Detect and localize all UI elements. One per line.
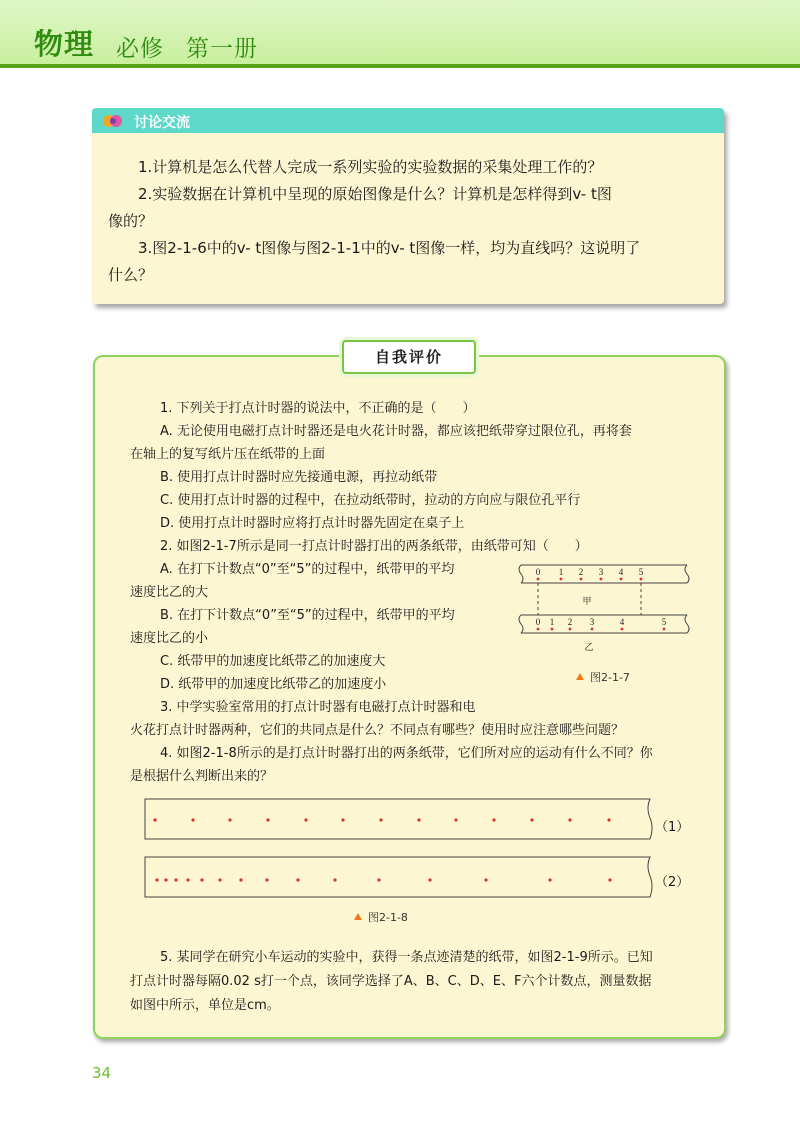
discussion-title: 讨论交流 xyxy=(134,115,190,131)
tape-a-tick-3: 3 xyxy=(598,567,604,577)
tape-1-dot xyxy=(304,818,307,821)
tape-1-dot xyxy=(341,818,344,821)
tape-1-dot xyxy=(530,818,533,821)
book-part: 第一册 xyxy=(186,36,258,62)
tape-b-label: 乙 xyxy=(584,643,594,653)
discussion-box xyxy=(92,108,724,304)
discussion-icon xyxy=(102,113,124,129)
tape-a-dot xyxy=(537,578,540,581)
tape-b-dot xyxy=(569,628,572,631)
tape-2-dot xyxy=(377,878,380,881)
tape-2-dot xyxy=(239,878,242,881)
tape-2-label: （2） xyxy=(655,875,690,890)
tape-1-dot xyxy=(417,818,420,821)
q2-option-a: A. 在打下计数点“0”至“5”的过程中，纸带甲的平均 xyxy=(160,562,455,577)
tape-a-tick-1: 1 xyxy=(558,567,564,577)
tape-a-dot xyxy=(640,578,643,581)
tape-a-dot xyxy=(600,578,603,581)
tape-a-dot xyxy=(620,578,623,581)
tape-2-dot xyxy=(174,878,177,881)
tape-b-tick-2: 2 xyxy=(567,617,573,627)
tape-2-dot xyxy=(200,878,203,881)
q1-option-a: A. 无论使用电磁打点计时器还是电火花计时器，都应该把纸带穿过限位孔，再将套 xyxy=(160,424,632,439)
tape-b-tick-3: 3 xyxy=(589,617,595,627)
tape-1-dot xyxy=(266,818,269,821)
tape-2-dot xyxy=(548,878,551,881)
q2-option-b: B. 在打下计数点“0”至“5”的过程中，纸带甲的平均 xyxy=(160,608,455,623)
q5-stem-cont: 打点计时器每隔0.02 s打一个点，该同学选择了A、B、C、D、E、F六个计数点，测量数据 xyxy=(130,974,652,989)
tape-a-tick-2: 2 xyxy=(578,567,584,577)
tape-b-dot xyxy=(551,628,554,631)
discussion-questions xyxy=(108,154,706,289)
tape-a-dot xyxy=(560,578,563,581)
tape-2-dot xyxy=(296,878,299,881)
discussion-q3: 3.图2-1-6中的v- t图像与图2-1-1中的v- t图像一样，均为直线吗？这说明了 xyxy=(138,239,641,257)
tape-2-dot xyxy=(186,878,189,881)
q2-option-c: C. 纸带甲的加速度比纸带乙的加速度大 xyxy=(160,654,386,669)
figure-2-1-8-caption-text: 图2-1-8 xyxy=(368,911,408,924)
caption-marker-icon xyxy=(576,673,584,680)
figure-2-1-8-tape-1 xyxy=(140,796,660,842)
tape-1-dot xyxy=(153,818,156,821)
discussion-q2-cont: 像的？ xyxy=(108,212,154,230)
tape-2-dot xyxy=(608,878,611,881)
tape-a-tick-4: 4 xyxy=(618,567,624,577)
book-volume xyxy=(116,30,280,63)
tape-a-label: 甲 xyxy=(582,597,592,607)
tape-2-dot xyxy=(155,878,158,881)
tape-b-tick-5: 5 xyxy=(661,617,667,627)
figure-2-1-7-caption xyxy=(576,669,630,685)
q1-option-a-cont: 在轴上的复写纸片压在纸带的上面 xyxy=(130,447,326,462)
tape-b-tick-1: 1 xyxy=(549,617,555,627)
q2-option-b-cont: 速度比乙的小 xyxy=(130,631,209,646)
q4-stem-cont: 是根据什么判断出来的？ xyxy=(130,769,274,784)
tape-1-dot xyxy=(492,818,495,821)
tape-b-tick-0: 0 xyxy=(535,617,541,627)
page-number: 34 xyxy=(92,1064,112,1082)
discussion-q1: 1.计算机是怎么代替人完成一系列实验的实验数据的采集处理工作的？ xyxy=(138,158,603,176)
q1-option-d: D. 使用打点计时器时应将打点计时器先固定在桌子上 xyxy=(160,516,465,531)
tape-2-dot xyxy=(333,878,336,881)
figure-2-1-7-caption-text: 图2-1-7 xyxy=(590,671,630,684)
tape-a-dot xyxy=(580,578,583,581)
q3-stem-cont: 火花打点计时器两种，它们的共同点是什么？不同点有哪些？使用时应注意哪些问题？ xyxy=(130,723,625,738)
book-series: 必修 xyxy=(116,36,164,62)
caption-marker-icon xyxy=(354,913,362,920)
tape-b-dot xyxy=(621,628,624,631)
tape-b-dot xyxy=(537,628,540,631)
q1-option-c: C. 使用打点计时器的过程中，在拉动纸带时，拉动的方向应与限位孔平行 xyxy=(160,493,581,508)
q5-stem: 5. 某同学在研究小车运动的实验中，获得一条点迹清楚的纸带，如图2-1-9所示。已知 xyxy=(160,950,653,965)
tape-2-dot xyxy=(265,878,268,881)
figure-2-1-8-caption xyxy=(354,909,408,925)
q2-option-a-cont: 速度比乙的大 xyxy=(130,585,209,600)
book-subject: 物理 xyxy=(34,27,95,61)
header-divider xyxy=(0,64,800,68)
tape-1-label: （1） xyxy=(655,820,690,835)
tape-1-dot xyxy=(228,818,231,821)
tape-b-tick-4: 4 xyxy=(619,617,625,627)
discussion-q3-cont: 什么？ xyxy=(108,266,154,284)
self-evaluation-title: 自我评价 xyxy=(342,340,476,374)
q4-stem: 4. 如图2-1-8所示的是打点计时器打出的两条纸带，它们所对应的运动有什么不同？你 xyxy=(160,746,653,761)
q5-stem-cont-2: 如图中所示，单位是cm。 xyxy=(130,998,280,1013)
tape-1-dot xyxy=(568,818,571,821)
q3-stem: 3. 中学实验室常用的打点计时器有电磁打点计时器和电 xyxy=(160,700,476,715)
discussion-q2: 2.实验数据在计算机中呈现的原始图像是什么？计算机是怎样得到v- t图 xyxy=(138,185,612,203)
tape-a-tick-0: 0 xyxy=(535,567,541,577)
q2-option-d: D. 纸带甲的加速度比纸带乙的加速度小 xyxy=(160,677,387,692)
tape-1-dot xyxy=(607,818,610,821)
discussion-header xyxy=(92,108,724,133)
tape-1-dot xyxy=(191,818,194,821)
q2-stem: 2. 如图2-1-7所示是同一打点计时器打出的两条纸带，由纸带可知（ ） xyxy=(160,539,588,554)
tape-2-dot xyxy=(218,878,221,881)
q1-stem: 1. 下列关于打点计时器的说法中，不正确的是（ ） xyxy=(160,401,476,416)
tape-1-dot xyxy=(379,818,382,821)
q1-option-b: B. 使用打点计时器时应先接通电源，再拉动纸带 xyxy=(160,470,438,485)
tape-1-dot xyxy=(454,818,457,821)
tape-2-dot xyxy=(428,878,431,881)
tape-b-dot xyxy=(591,628,594,631)
figure-2-1-8-tape-2 xyxy=(140,854,660,900)
tape-2-dot xyxy=(164,878,167,881)
tape-b-dot xyxy=(663,628,666,631)
tape-2-dot xyxy=(484,878,487,881)
tape-a-tick-5: 5 xyxy=(638,567,644,577)
